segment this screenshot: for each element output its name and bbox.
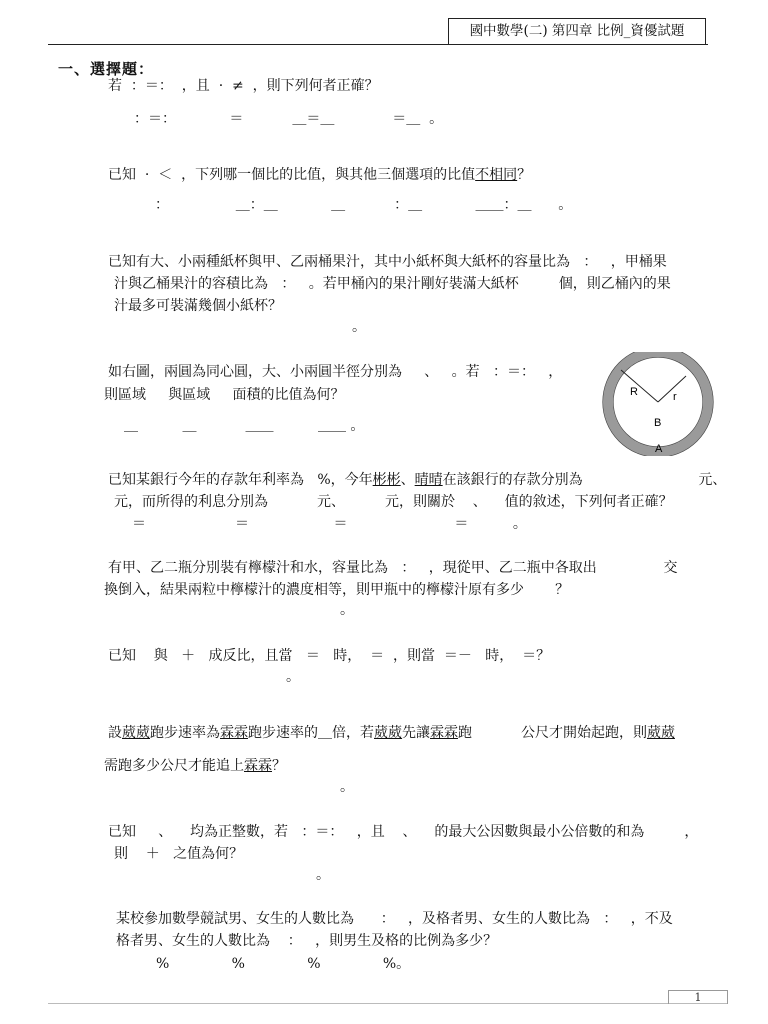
label-B: B <box>654 417 662 429</box>
q8-name-1: 葳葳 <box>122 725 150 741</box>
page-number: 1 <box>668 990 728 1004</box>
label-A: A <box>655 443 663 455</box>
q8-l2-text-a: 需跑多少公尺才能追上 <box>104 758 244 774</box>
footer-rule <box>48 1003 728 1004</box>
q6-line1: 有甲、乙二瓶分別裝有檸檬汁和水，容量比為 ： ，現從甲、乙二瓶中各取出 交 <box>108 560 678 576</box>
q4-line2: 則區域 與區域 面積的比值為何？ <box>104 387 345 403</box>
ring-region-a <box>603 352 713 456</box>
q9-options: 。 <box>316 867 330 883</box>
q8-text-c: 跑步速率的＿倍，若 <box>248 725 374 741</box>
q5-options: ＝ ＝ ＝ ＝ 。 <box>132 516 527 532</box>
q6-options: 。 <box>340 602 354 618</box>
q6-line2: 換倒入，結果兩粒中檸檬汁的濃度相等，則甲瓶中的檸檬汁原有多少 ？ <box>104 582 570 598</box>
q5-sep: 、 <box>400 472 415 488</box>
q9-line2: 則 ＋ 之值為何？ <box>114 846 244 862</box>
q2-stem <box>108 166 531 184</box>
q5-text-b: 在該銀行的存款分別為 元、 <box>442 472 727 488</box>
q8-name-4: 霖霖 <box>430 725 458 741</box>
q3-line1: 已知有大、小兩種紙杯與甲、乙兩桶果汁，其中小紙杯與大紙杯的容量比為 ： ，甲桶果 <box>108 254 667 270</box>
radius-r-line <box>658 376 686 402</box>
header-rule <box>48 44 708 45</box>
q1-stem: 若 ：＝： ，且 · ≠ ，則下列何者正確？ <box>108 78 379 94</box>
q2-emphasis: 不相同 <box>475 167 518 183</box>
q8-text-e: 跑 公尺才開始起跑，則 <box>458 725 647 741</box>
q10-line1: 某校參加數學競試男、女生的人數比為 ： ，及格者男、女生的人數比為 ： ，不及 <box>116 911 673 927</box>
q8-text-d: 先讓 <box>402 725 430 741</box>
header-title: 國中數學(二) 第四章 比例_資優試題 <box>448 18 706 45</box>
q1-options: ：＝： ＝ ＿＝＿ ＝＿ 。 <box>134 111 444 127</box>
q5-text-a: 已知某銀行今年的存款年利率為 %，今年 <box>108 472 373 488</box>
q7-line1: 已知 與 ＋ 成反比，且當 ＝ 時， ＝ ，則當 ＝－ 時， ＝？ <box>108 648 551 664</box>
q8-l2-name: 霖霖 <box>244 758 272 774</box>
q7-options: 。 <box>286 669 300 685</box>
q8-text-a: 設 <box>108 725 122 741</box>
q10-line2: 格者男、女生的人數比為 ： ，則男生及格的比例為多少？ <box>116 933 498 949</box>
q8-text-b: 跑步速率為 <box>150 725 220 741</box>
q3-line3: 汁最多可裝滿幾個小紙杯？ <box>114 298 282 314</box>
q5-name-1: 彬彬 <box>372 472 401 488</box>
q10-options: % % % %。 <box>156 956 411 972</box>
q4-options: ＿ ＿ ＿＿ ＿＿ 。 <box>124 418 365 434</box>
q8-name-5: 葳葳 <box>646 725 675 741</box>
q8-line2 <box>104 757 286 775</box>
label-R: R <box>630 386 638 398</box>
q8-name-2: 霖霖 <box>220 725 248 741</box>
q4-line1: 如右圖，兩圓為同心圓，大、小兩圓半徑分別為 、 。若 ：＝： ， <box>108 364 563 380</box>
q3-options: 。 <box>352 319 366 335</box>
q5-line2: 元，而所得的利息分別為 元、 元，則關於 、 值的敘述，下列何者正確？ <box>114 494 673 510</box>
q9-line1: 已知 、 均為正整數，若 ：＝： ，且 、 的最大公因數與最小公倍數的和為 ， <box>108 824 699 840</box>
q8-line1 <box>108 724 675 742</box>
q8-name-3: 葳葳 <box>374 725 402 741</box>
q2-stem-end: ？ <box>517 167 532 183</box>
q8-l2-text-b: ？ <box>272 758 286 774</box>
q5-line1 <box>108 471 726 489</box>
label-r: r <box>673 391 677 403</box>
q8-options: 。 <box>340 779 354 795</box>
concentric-circles-figure <box>600 352 716 456</box>
section-title: 一、選擇題： <box>58 60 155 78</box>
q2-stem-text: 已知 · ＜ ，下列哪一個比的比值，與其他三個選項的比值 <box>108 167 476 183</box>
q5-name-2: 晴晴 <box>414 472 443 488</box>
radius-R-line <box>621 370 658 402</box>
q2-options: ： ＿：＿ ＿ ：＿ ＿＿：＿ 。 <box>155 197 573 213</box>
q3-line2: 汁與乙桶果汁的容積比為 ： 。若甲桶內的果汁剛好裝滿大紙杯 個，則乙桶內的果 <box>114 276 671 292</box>
